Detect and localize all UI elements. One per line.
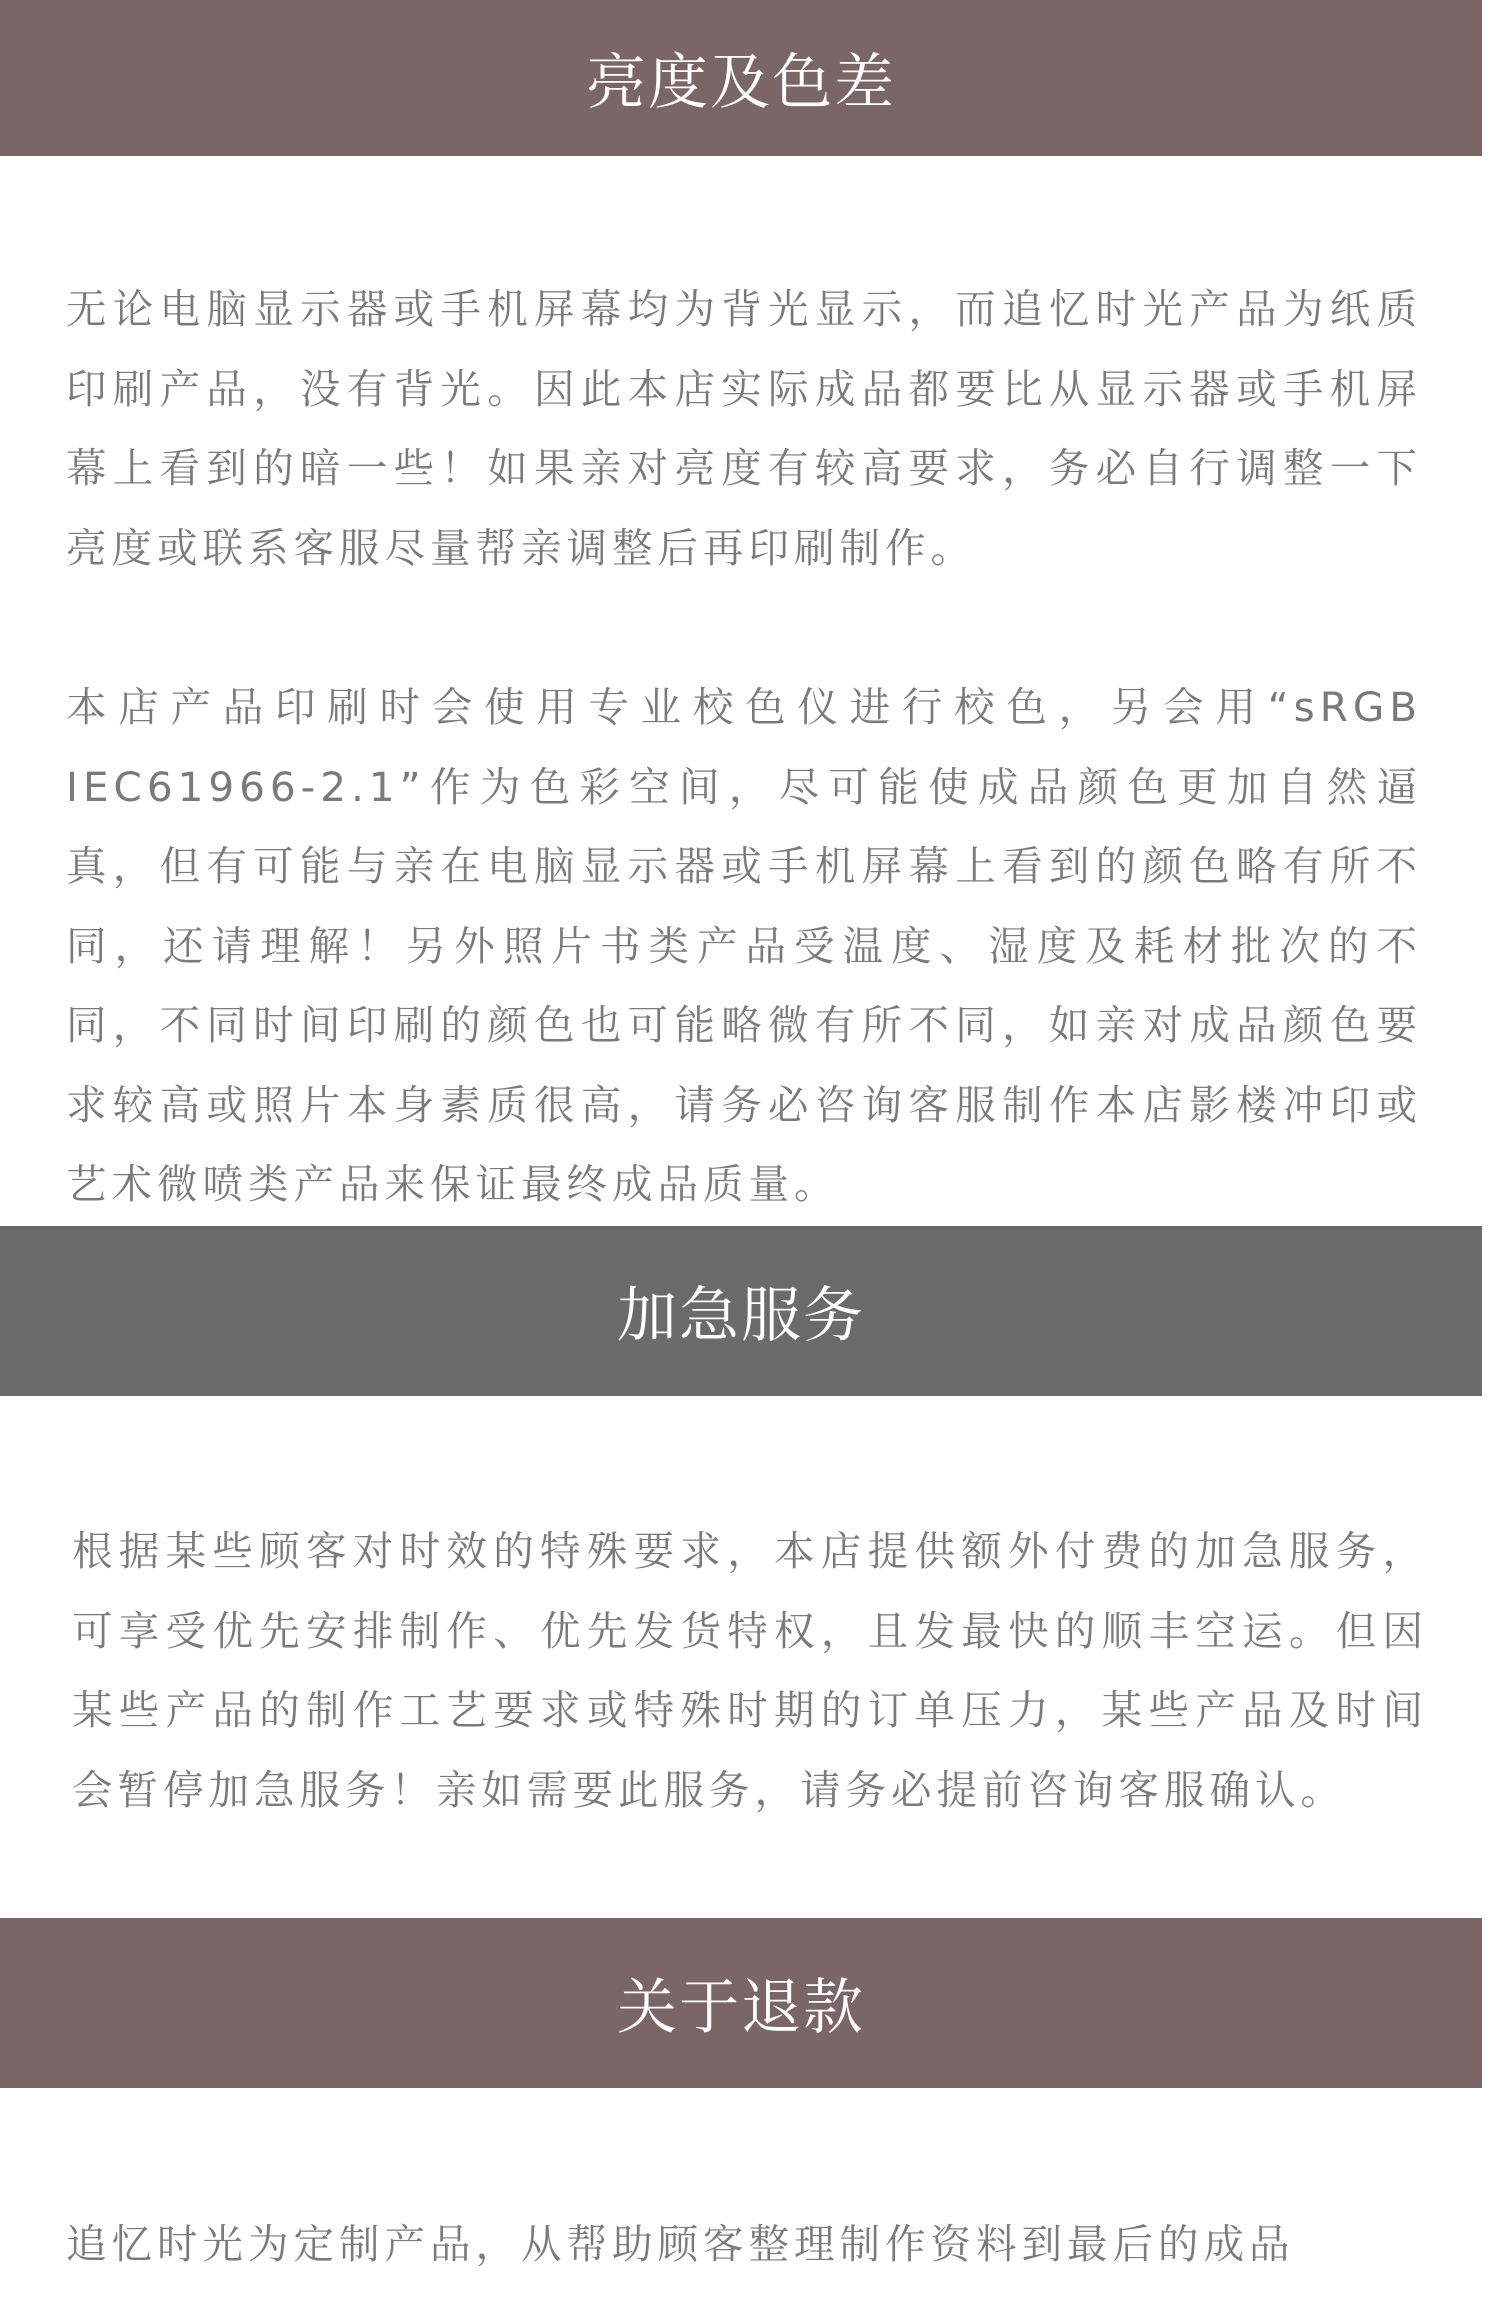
section-title: 亮度及色差 (586, 48, 896, 118)
brightness-paragraph-2: 本店产品印刷时会使用专业校色仪进行校色，另会用“sRGB IEC61966-2.1”作为色彩空间，尽可能使成品颜色更加自然逼真，但有可能与亲在电脑显示器或手机屏幕上看到的颜色略有所不同，还请理解！另外照片书类产品受温度、湿度及耗材批次的不同，不同时间印刷的颜色也可能略微有所不同，如亲对成品颜色要求较高或照片本身素质很高，请务必咨询客服制作本店影楼冲印或艺术微喷类产品来保证最终成品质量。 (66, 683, 1422, 1208)
section-title: 加急服务 (617, 1281, 865, 1351)
brightness-paragraph-1: 无论电脑显示器或手机屏幕均为背光显示，而追忆时光产品为纸质印刷产品，没有背光。因此本店实际成品都要比从显示器或手机屏幕上看到的暗一些！如果亲对亮度有较高要求，务必自行调整一下亮度或联系客服尽量帮亲调整后再印刷制作。 (66, 285, 1422, 572)
section-header-rush-service (0, 1226, 1482, 1396)
refund-paragraph: 追忆时光为定制产品，从帮助顾客整理制作资料到最后的成品 (66, 2220, 1295, 2268)
rush-service-paragraph: 根据某些顾客对时效的特殊要求，本店提供额外付费的加急服务，可享受优先安排制作、优先发货特权，且发最快的顺丰空运。但因某些产品的制作工艺要求或特殊时期的订单压力，某些产品及时间会暂停加急服务！亲如需要此服务，请务必提前咨询客服确认。 (72, 1527, 1428, 1814)
section-header-refund (0, 1918, 1482, 2088)
section-header-brightness (0, 0, 1482, 156)
section-title: 关于退款 (617, 1973, 865, 2043)
